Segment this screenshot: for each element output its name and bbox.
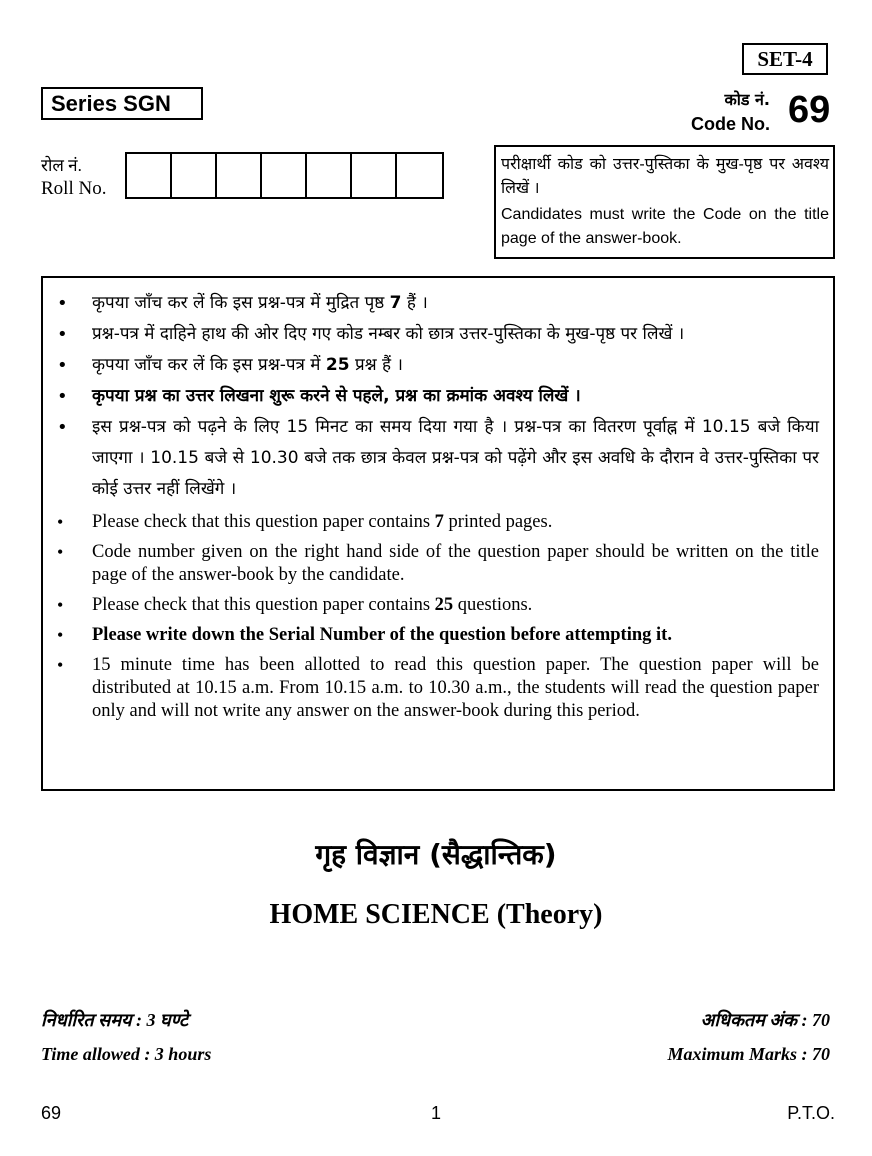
bullet-icon: • bbox=[57, 293, 68, 314]
bullet-icon: • bbox=[57, 417, 68, 438]
roll-label-hindi: रोल नं. bbox=[41, 156, 82, 175]
subject-title-english: HOME SCIENCE (Theory) bbox=[269, 899, 603, 930]
instruction-item: • इस प्रश्न-पत्र को पढ़ने के लिए 15 मिनट का समय दिया गया है । प्रश्न-पत्र का वितरण पूर्वाह्न में 10.15 बजे किया जाएगा । 10.15 बजे से 10.30 बजे तक छात्र केवल प्रश्न-पत्र को पढ़ेंगे और इस अवधि के दौरान वे उत्तर-पुस्तिका पर कोई उत्तर नहीं लिखेंगे । bbox=[53, 412, 819, 505]
instruction-item: • प्रश्न-पत्र में दाहिने हाथ की ओर दिए गए कोड नम्बर को छात्र उत्तर-पुस्तिका के मुख-पृष्ठ पर लिखें । bbox=[53, 319, 819, 350]
instruction-item: • कृपया जाँच कर लें कि इस प्रश्न-पत्र में 25 प्रश्न हैं । bbox=[53, 350, 819, 381]
bullet-icon: • bbox=[57, 625, 64, 645]
instruction-item: • 15 minute time has been allotted to read this question paper. The question paper will be distributed at 10.15 a.m. From 10.15 a.m. to 10.30 a.m., the students will read the question paper only and will not write any answer on the answer-book during this period. bbox=[57, 655, 819, 721]
code-number: 69 bbox=[788, 89, 831, 131]
roll-digit-box[interactable] bbox=[352, 154, 397, 197]
pto-label: P.T.O. bbox=[787, 1103, 835, 1123]
instructions-english bbox=[53, 511, 819, 723]
subject-title-hindi: गृह विज्ञान (सैद्धान्तिक) bbox=[315, 838, 557, 871]
time-allowed-hindi: निर्धारित समय : 3 घण्टे bbox=[41, 1010, 189, 1030]
footer-code: 69 bbox=[41, 1103, 62, 1123]
code-label-hindi: कोड नं. bbox=[724, 90, 770, 109]
bullet-icon: • bbox=[57, 542, 64, 562]
instruction-item: • कृपया जाँच कर लें कि इस प्रश्न-पत्र में मुद्रित पृष्ठ 7 हैं । bbox=[53, 288, 819, 319]
max-marks-hindi: अधिकतम अंक : 70 bbox=[700, 1010, 830, 1030]
instruction-item: • Please check that this question paper contains 25 questions. bbox=[57, 595, 533, 615]
code-notice-hindi: परीक्षार्थी कोड को उत्तर-पुस्तिका के मुख-पृष्ठ पर अवश्य लिखें । bbox=[501, 156, 829, 197]
instruction-item: • Please check that this question paper contains 7 printed pages. bbox=[57, 512, 553, 532]
code-label-english: Code No. bbox=[691, 114, 770, 134]
page-number: 1 bbox=[431, 1103, 442, 1123]
roll-digit-box[interactable] bbox=[262, 154, 307, 197]
instructions-hindi bbox=[53, 288, 819, 505]
code-notice-box bbox=[494, 145, 835, 259]
roll-label-english: Roll No. bbox=[41, 178, 107, 199]
bullet-icon: • bbox=[57, 386, 68, 407]
roll-digit-box[interactable] bbox=[127, 154, 172, 197]
bullet-icon: • bbox=[57, 355, 68, 376]
max-marks-english: Maximum Marks : 70 bbox=[667, 1044, 830, 1064]
roll-digit-box[interactable] bbox=[307, 154, 352, 197]
instruction-item: • कृपया प्रश्न का उत्तर लिखना शुरू करने से पहले, प्रश्न का क्रमांक अवश्य लिखें । bbox=[53, 381, 819, 412]
roll-number-boxes[interactable] bbox=[125, 152, 444, 199]
roll-digit-box[interactable] bbox=[172, 154, 217, 197]
instructions-box bbox=[41, 276, 835, 791]
roll-digit-box[interactable] bbox=[397, 154, 442, 197]
series-badge: Series SGN bbox=[41, 87, 203, 120]
instruction-item: • Please write down the Serial Number of the question before attempting it. bbox=[57, 625, 672, 645]
code-notice-english: Candidates must write the Code on the title page of the answer-book. bbox=[501, 206, 829, 247]
bullet-icon: • bbox=[57, 655, 64, 675]
bullet-icon: • bbox=[57, 512, 64, 532]
instruction-item: • Code number given on the right hand side of the question paper should be written on the title page of the answer-book by the candidate. bbox=[57, 542, 819, 585]
bullet-icon: • bbox=[57, 595, 64, 615]
time-allowed-english: Time allowed : 3 hours bbox=[41, 1044, 212, 1064]
bullet-icon: • bbox=[57, 324, 68, 345]
roll-digit-box[interactable] bbox=[217, 154, 262, 197]
set-badge: SET-4 bbox=[742, 43, 828, 75]
